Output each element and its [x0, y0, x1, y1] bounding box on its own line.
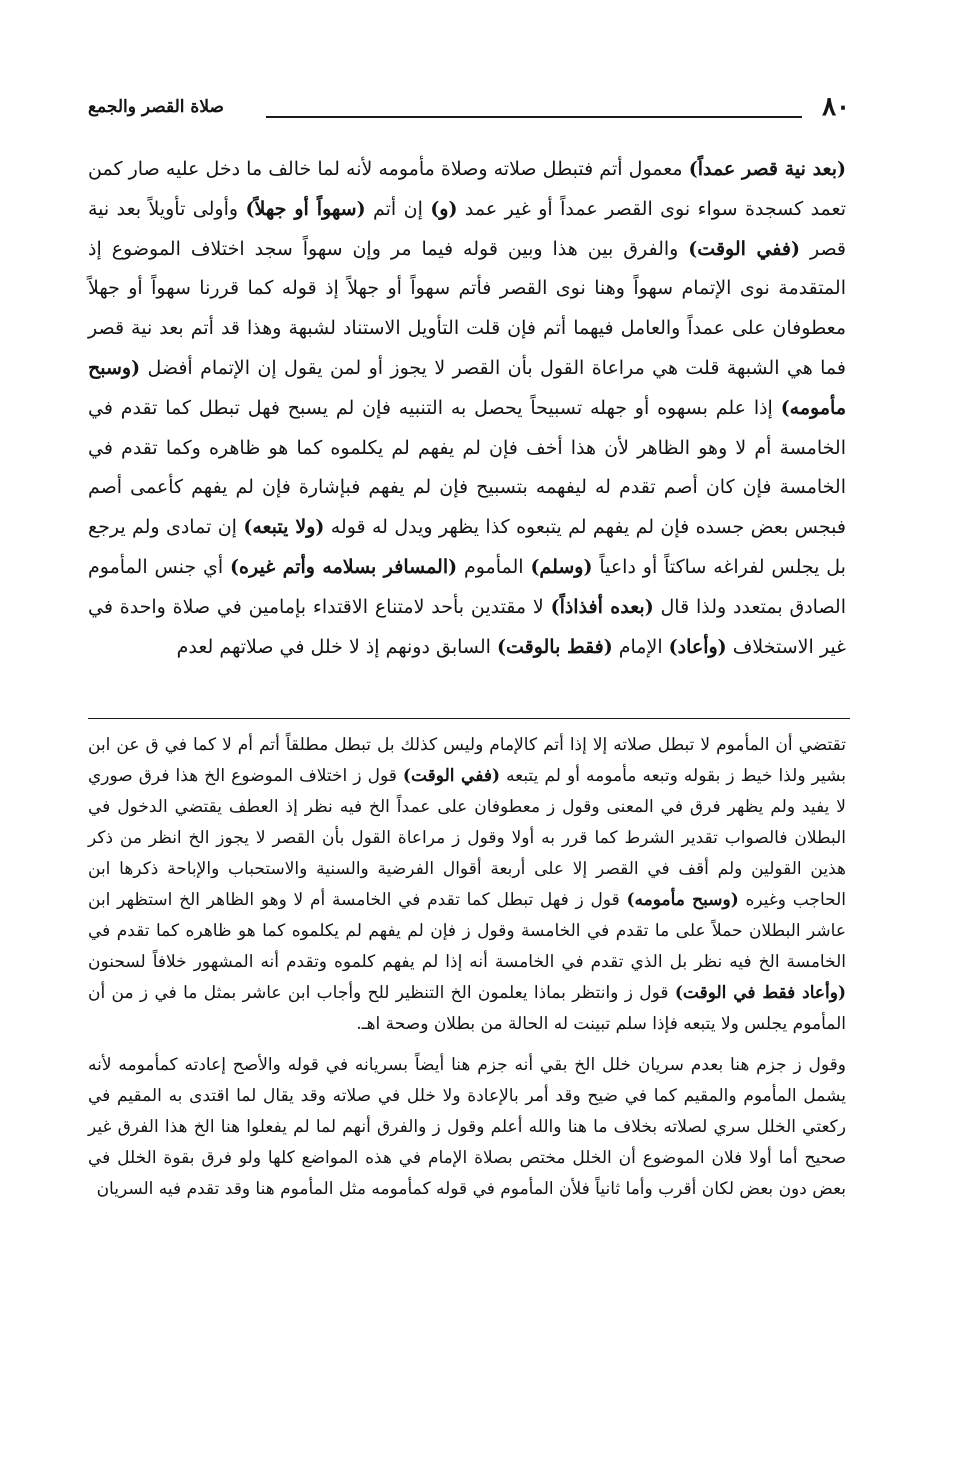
bold-term: (ففي الوقت) [688, 237, 800, 260]
text-run: أي جنس المأموم الصادق بمتعدد ولذا قال [88, 555, 846, 618]
bold-term: (و) [430, 197, 458, 220]
text-run: قول ز فهل تبطل كما تقدم في الخامسة أم لا وهو الظاهر الخ استظهر ابن عاشر البطلان حملاً على ما تقدم في الخامسة وقول ز فإن لم يفهم لم يكلموه كما هو ظاهره كما تقدم في الخامسة الخ فيه نظر بل الذي تقدم في الخامسة أنه إذا لم يفهم كلموه وتقدم أنه المشهور خلافاً لسحنون [88, 890, 846, 972]
notes-paragraph: وقول ز جزم هنا بعدم سريان خلل الخ بقي أنه جزم هنا أيضاً بسريانه في قوله والأصح إعادته كمأمومه لأنه يشمل المأموم والمقيم كما في ضيح وقد أمر بالإعادة ولا خلل في صلاته وقد يقال لما اقتدى به المقيم في ركعتي الخلل سري لصلاته بخلاف ما هنا والله أعلم وقول ز والفرق أنهم لما لم يفعلوا هنا الخ هذا الفرق غير صحيح أما أولا فلان الموضوع أن الخلل مختص بصلاة الإمام في هذه المواضع كلها ولو فرق بقوة الخلل في بعض دون بعض لكان أقرب وأما ثانياً فلأن المأموم في قوله كمأمومه مثل المأموم هنا وقد تقدم فيه السريان [88, 1055, 846, 1199]
bold-term: (ففي الوقت) [402, 766, 500, 786]
running-title: صلاة القصر والجمع [88, 97, 224, 117]
bold-term: (سهواً أو جهلاً) [245, 197, 366, 220]
bold-term: (وأعاد) [668, 635, 727, 658]
bold-term: (وسبح مأمومه) [626, 890, 739, 910]
main-paragraph [88, 150, 846, 667]
bold-term: (بعد نية قصر عمداً) [688, 158, 846, 180]
bold-term: (المسافر بسلامه وأتم غيره) [230, 555, 458, 578]
commentary-notes [88, 730, 846, 1205]
text-run: إن أتم [365, 197, 431, 220]
text-run: الإمام [612, 635, 669, 658]
bold-term: (وسلم) [530, 555, 593, 578]
text-run: قول ز وانتظر بماذا يعلمون الخ التنظير للح وأجاب ابن عاشر بمثل ما في ز من أن المأموم يجلس ولا يتبعه فإذا سلم تبينت له الحالة من بطلان وصحة اهـ. [88, 983, 846, 1034]
text-run: السابق دونهم إذ لا خلل في صلاتهم لعدم [176, 635, 497, 658]
text-run: والفرق بين هذا وبين قوله فيما مر وإن سهواً سجد اختلاف الموضوع إذ المتقدمة نوى الإتمام سهواً وهنا نوى القصر فأتم سهواً أو جهلاً إذ قوله كما قررنا سهواً أو جهلاً معطوفان على عمداً والعامل فيهما أتم فإن قلت التأويل الاستناد لشبهة وهذا قد أتم بعد نية قصر فما هي الشبهة قلت هي مراعاة القول بأن القصر لا يجوز أو لمن يقول إن الإتمام أفضل [88, 237, 846, 379]
bold-term: (ولا يتبعه) [243, 516, 325, 539]
footnote-separator [88, 718, 850, 719]
main-text [88, 150, 846, 667]
text-run: إن تمادى ولم يرجع بل يجلس لفراغه ساكتاً أو داعياً [88, 516, 846, 578]
bold-term: (وسبح مأمومه) [88, 356, 846, 419]
page-number: ٨٠ [822, 92, 850, 122]
bold-term: (وأعاد فقط في الوقت) [674, 983, 846, 1003]
text-run: لا مقتدين بأحد لامتناع الاقتداء بإمامين في صلاة واحدة في غير الاستخلاف [88, 595, 846, 658]
text-run: قول ز اختلاف الموضوع الخ هذا فرق صوري لا يفيد ولم يظهر فرق في المعنى وقول ز معطوفان على عمداً الخ فيه نظر إذ العطف يقتضي الدخول في البطلان فالصواب تقدير الشرط كما قرر به أولا وقول ز مراعاة القول بأن القصر لا يجوز الخ انظر من ذكر هذين القولين ولم أقف في القصر إلا على أربعة أقوال الفرضية والسنية والاستحباب والإباحة ذكرها ابن الحاجب وغيره [88, 766, 846, 910]
text-run: إذا علم بسهوه أو جهله تسبيحاً يحصل به التنبيه فإن لم يسبح فهل تبطل كما تقدم في الخامسة أم لا وهو الظاهر لأن هذا أخف فإن لم يفهم لم يكلموه كما هو ظاهره وكما تقدم في الخامسة فإن كان أصم تقدم له ليفهمه بتسبيح فإن لم يفهم فبإشارة فإن لم يفهم كأعمى أصم فبجس بعض جسده فإن لم يفهم لم يتبعوه كذا يظهر ويدل له قوله [88, 396, 846, 539]
text-run: تقتضي أن المأموم لا تبطل صلاته إلا إذا أتم كالإمام وليس كذلك بل تبطل مطلقاً أتم أم لا كما في ق عن ابن بشير ولذا خيط ز بقوله وتبعه مأمومه أو لم يتبعه [88, 735, 847, 786]
bold-term: (فقط بالوقت) [496, 635, 613, 658]
text-run: معمول أتم فتبطل صلاته وصلاة مأمومه لأنه لما خالف ما دخل عليه صار كمن تعمد كسجدة سواء نوى القصر عمداً أو غير عمد [88, 158, 846, 220]
text-run: وأولى تأويلاً بعد نية قصر [88, 197, 846, 260]
notes-paragraph [88, 730, 846, 1040]
page-header [88, 92, 850, 126]
bold-term: (بعده أفذاذاً) [550, 595, 654, 618]
text-run: المأموم [457, 555, 531, 578]
header-rule [266, 116, 802, 118]
